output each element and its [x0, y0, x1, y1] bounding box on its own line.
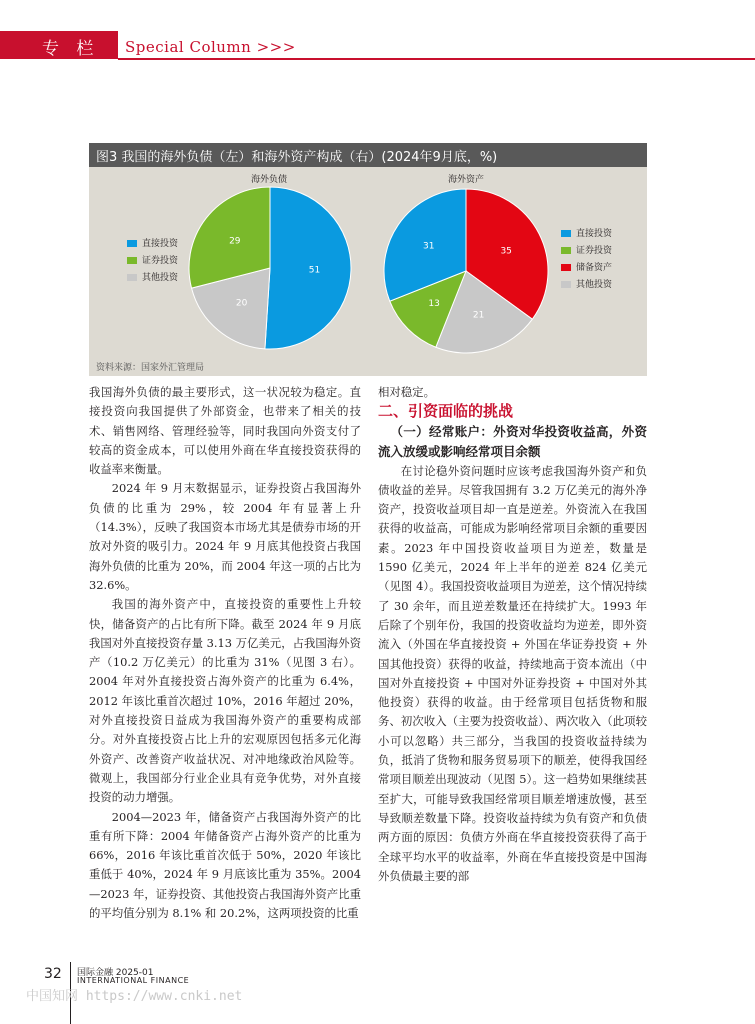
pie-value-label: 35	[500, 246, 512, 257]
left-column	[89, 383, 361, 923]
section-title-en: Special Column >>>	[125, 38, 296, 56]
pie-value-label: 20	[235, 298, 248, 309]
paragraph: 2024 年 9 月末数据显示，证券投资占我国海外负债的比重为 29%，较 2004 年有显著上升（14.3%），反映了我国资本市场尤其是债券市场的开放对外资的吸引力。2024 年 9 月底其他投资占我国海外负债的比重为 20%，而 2004 年这一项的占比为 32.6%。	[89, 481, 361, 592]
paragraph: 我国海外负债的最主要形式，这一状况较为稳定。直接投资向我国提供了外部资金，也带来了相关的技术、销售网络、管理经验等，同时我国向外资支付了较高的资金成本，可以使用外商在华直接投资获得的收益率来衡量。	[89, 385, 361, 477]
pie-value-label: 13	[428, 298, 440, 309]
pie-title: 海外负债	[250, 175, 288, 185]
legend-label: 证券投资	[142, 256, 179, 266]
figure-title: 图3 我国的海外负债（左）和海外资产构成（右）(2024年9月底，%)	[96, 150, 498, 165]
pie-charts	[89, 167, 647, 376]
legend-label: 其他投资	[142, 273, 179, 283]
figure-body	[89, 167, 647, 376]
subsection-heading: （一）经常账户：外资对华投资收益高，外资流入放缓或影响经常项目余额	[378, 423, 647, 459]
legend-label: 证券投资	[576, 246, 613, 256]
header-rule	[118, 58, 755, 60]
journal-name: 国际金融 2025-01	[77, 968, 154, 978]
legend-swatch	[561, 264, 571, 271]
section-heading: 二、引资面临的挑战	[378, 402, 514, 421]
legend-label: 直接投资	[142, 239, 179, 249]
paragraph: 2004—2023 年，储备资产占我国海外资产的比重有所下降：2004 年储备资产占海外资产的比重为 66%，2016 年该比重首次低于 50%，2020 年该比重低于 40%，2024 年 9 月底该比重为 35%。2004—2023 年，证券投资、其他投资占我国海外资产比重的平均值分别为 8.1% 和 20.2%，这两项投资的比重	[89, 809, 361, 921]
figure-source: 资料来源：国家外汇管理局	[96, 363, 205, 373]
legend-swatch	[561, 230, 571, 237]
legend-swatch	[127, 257, 137, 264]
legend-swatch	[561, 247, 571, 254]
right-column	[378, 383, 647, 886]
legend-swatch	[127, 274, 137, 281]
pie-value-label: 31	[422, 241, 435, 252]
section-title-zh: 专 栏	[42, 39, 100, 59]
legend-label: 其他投资	[576, 280, 613, 290]
pie-title: 海外资产	[447, 175, 485, 185]
paragraph: 我国的海外资产中，直接投资的重要性上升较快，储备资产的占比有所下降。截至 2024 年 9 月底我国对外直接投资存量 3.13 万亿美元，占我国海外资产（10.2 万亿美元）的比重为 31%（见图 3 右）。2004 年对外直接投资占海外资产的比重为 6.4%，2012 年该比重首次超过 10%，2016 年超过 20%，对外直接投资日益成为我国海外资产的重要构成部分。对外直接投资占比上升的宏观原因包括多元化海外资产、改善资产收益状况、对冲地缘政治风险等。微观上，我国部分行业企业具有竞争优势，对外直接投资的动力增强。	[89, 597, 361, 805]
pie-value-label: 51	[308, 265, 321, 276]
legend-swatch	[561, 281, 571, 288]
legend-swatch	[127, 240, 137, 247]
paragraph: 在讨论稳外资问题时应该考虑我国海外资产和负债收益的差异。尽管我国拥有 3.2 万亿美元的海外净资产，投资收益项目却一直是逆差。外资流入在我国获得的收益高，可能成为影响经常项目余额的重要因素。2023 年中国投资收益项目为逆差，数量是 1590 亿美元，2024 年上半年的逆差 824 亿美元（见图 4）。我国投资收益项目为逆差，这个情况持续了 30 余年，而且逆差数量还在持续扩大。1993 年后除了个别年份，我国的投资收益均为逆差，即外资流入（外国在华直接投资 + 外国在华证券投资 + 外国其他投资）获得的收益，持续地高于资本流出（中国对外直接投资 + 中国对外证券投资 + 中国对外其他投资）获得的收益。由于经常项目包括货物和服务、初次收入（主要为投资收益）、两次收入（此项较小可以忽略）共三部分，当我国的投资收益持续为负，抵消了货物和服务贸易项下的顺差，使得我国经常项目顺差出现波动（见图 5）。这一趋势如果继续甚至扩大，可能导致我国经常项目顺差增速放慢，甚至导致顺差数量下降。投资收益持续为负有资产和负债两方面的原因：负债方外商在华直接投资获得了高于全球平均水平的收益率，外商在华直接投资是中国海外负债最主要的部	[378, 463, 647, 883]
paragraph: 相对稳定。	[378, 385, 435, 399]
page-number: 32	[44, 966, 62, 982]
legend-label: 储备资产	[576, 263, 613, 273]
journal-name-en: INTERNATIONAL FINANCE	[77, 976, 190, 985]
pie-value-label: 21	[472, 310, 485, 321]
legend-label: 直接投资	[576, 229, 613, 239]
pie-value-label: 29	[229, 236, 241, 247]
watermark: 中国知网 https://www.cnki.net	[26, 989, 243, 1004]
